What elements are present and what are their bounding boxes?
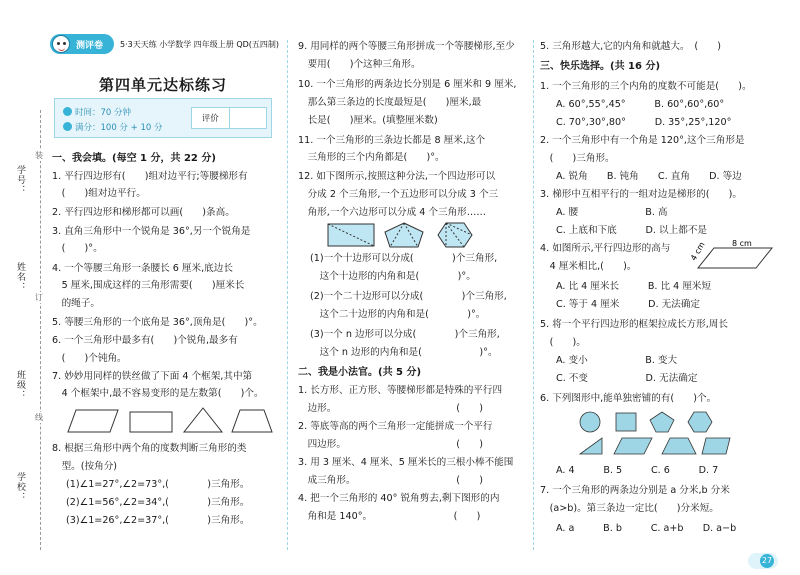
triangle-shape xyxy=(580,438,602,454)
question-line: 10. 一个三角形的两条边长分别是 6 厘米和 9 厘米, xyxy=(298,79,517,90)
parallelogram-figure xyxy=(688,239,776,272)
question-line: 11. 一个三角形的三条边长都是 8 厘米,这个 xyxy=(298,135,486,146)
triangle-frame xyxy=(184,408,222,432)
question-line: 的绳子。 xyxy=(52,298,100,309)
question-line: 型。(按角分) xyxy=(52,461,118,472)
question-line: (2)一个二十边形可以分成( )个三角形, xyxy=(310,291,507,302)
question-line: 7. 妙妙用同样的铁丝做了下面 4 个框架,其中第 xyxy=(52,371,253,382)
question-line: 5. 等腰三角形的一个底角是 36°,顶角是( )°。 xyxy=(52,317,263,328)
school-label: 学校： xyxy=(15,472,25,502)
clock-icon xyxy=(63,107,72,116)
question-line: 1. 长方形、正方形、等腰梯形都是特殊的平行四 xyxy=(298,385,503,396)
circle-shape xyxy=(580,412,600,432)
score-text: 满分：100 分 + 10 分 xyxy=(75,123,163,133)
question-line: A. 60°,55°,45° B. 60°,60°,60° xyxy=(556,99,725,110)
side-length-label: 4 cm xyxy=(688,240,707,263)
binding-margin xyxy=(0,0,46,575)
question-line: C. 上底和下底 D. 以上都不是 xyxy=(556,225,708,236)
question-line: 成三角形。 ( ) xyxy=(298,475,483,486)
score-info xyxy=(63,121,162,133)
question-line: 3. 直角三角形中一个锐角是 36°,另一个锐角是 xyxy=(52,226,251,237)
page-title: 第四单元达标练习 xyxy=(98,76,227,94)
question-line: 4. 把一个三角形的 40° 锐角剪去,剩下图形的内 xyxy=(298,493,500,504)
question-line: 四边形。 ( ) xyxy=(298,439,483,450)
question-line: 3. 梯形中互相平行的一组对边是梯形的( )。 xyxy=(540,189,742,200)
mascot-icon xyxy=(52,35,70,53)
question-line: A. 腰 B. 高 xyxy=(556,207,668,218)
student-id-label: 学号： xyxy=(15,165,25,195)
page-number: 27 xyxy=(760,554,774,568)
question-line: 7. 一个三角形的两条边分别是 a 分米,b 分米 xyxy=(540,485,730,496)
badge-label: 测评卷 xyxy=(76,40,104,51)
question-line: 1. 平行四边形有( )组对边平行;等腰梯形有 xyxy=(52,171,248,182)
class-label: 班级： xyxy=(15,370,25,400)
question-line: 6. 一个三角形中最多有( )个锐角,最多有 xyxy=(52,335,238,346)
page-header xyxy=(50,34,279,54)
question-line: A. 锐角 B. 钝角 C. 直角 D. 等边 xyxy=(556,171,742,182)
question-line: ( )三角形。 xyxy=(540,153,615,164)
hexagon-split xyxy=(438,223,472,247)
evaluation-box xyxy=(191,107,267,129)
question-line: 角形,一个六边形可以分成 4 个三角形…… xyxy=(298,207,486,218)
time-info xyxy=(63,106,131,118)
question-line: 三角形的三个内角都是( )°。 xyxy=(298,152,445,163)
binding-word: 装 xyxy=(35,151,43,160)
question-line: 9. 用同样的两个等腰三角形拼成一个等腰梯形,至少 xyxy=(298,41,515,52)
question-line: (2)∠1=56°,∠2=34°,( )三角形。 xyxy=(66,497,250,508)
question-line: 这个二十边形的内角和是( )°。 xyxy=(310,309,486,320)
trapezoid-frame xyxy=(232,410,272,432)
quadrilateral-split xyxy=(328,224,374,246)
question-line: 5. 三角形越大,它的内角和就越大。 ( ) xyxy=(540,41,722,52)
page-number-tab xyxy=(748,553,778,569)
question-line: 3. 用 3 厘米、4 厘米、5 厘米长的三根小棒不能围 xyxy=(298,457,514,468)
question-line: 4 厘米相比,( )。 xyxy=(540,261,637,272)
question-line: C. 不变 D. 无法确定 xyxy=(556,373,698,384)
question-line: (a>b)。第三条边一定比( )分米短。 xyxy=(540,503,719,514)
parallelogram-outline xyxy=(698,248,772,268)
question-line: (3)∠1=26°,∠2=37°,( )三角形。 xyxy=(66,515,250,526)
rectangle-frame xyxy=(130,412,172,432)
question-line: 8. 根据三角形中两个角的度数判断三角形的类 xyxy=(52,443,247,454)
top-length-label: 8 cm xyxy=(732,239,752,248)
hexagon-shape xyxy=(688,412,712,432)
section-1-heading: 一、我会填。(每空 1 分，共 22 分) xyxy=(52,153,216,164)
question-line: 12. 如下图所示,按照这种分法,一个四边形可以 xyxy=(298,171,496,182)
series-title: 5·3天天练 小学数学 四年级上册 QD(五四制) xyxy=(120,39,280,49)
question-line: ( )。 xyxy=(540,337,586,348)
question-line: (3)一个 n 边形可以分成( )个三角形, xyxy=(310,329,500,340)
polygon-division-figure xyxy=(326,222,486,248)
quadrilateral-shape xyxy=(702,438,730,454)
score-icon xyxy=(63,122,72,131)
question-line: 边形。 ( ) xyxy=(298,403,483,414)
question-line: 要用( )个这种三角形。 xyxy=(298,59,421,70)
evaluation-label: 评价 xyxy=(201,114,219,124)
question-line: A. a B. b C. a+b D. a−b xyxy=(556,523,737,534)
question-line: 4. 如图所示,平行四边形的高与 xyxy=(540,243,671,254)
question-line: 6. 下列图形中,能单独密铺的有( )个。 xyxy=(540,393,717,404)
question-line: A. 4 B. 5 C. 6 D. 7 xyxy=(556,465,719,476)
question-line: ( )组对边平行。 xyxy=(52,188,146,199)
question-line: 5 厘米,围成这样的三角形需要( )厘米长 xyxy=(52,280,245,291)
side-length-marker xyxy=(706,253,710,258)
question-line: (1)一个十边形可以分成( )个三角形, xyxy=(310,253,498,264)
question-line: 这个 n 边形的内角和是( )°。 xyxy=(310,347,498,358)
question-line: 这个十边形的内角和是( )°。 xyxy=(310,271,476,282)
square-shape xyxy=(616,413,636,431)
info-box xyxy=(54,98,272,138)
question-line: 5. 将一个平行四边形的框架拉成长方形,周长 xyxy=(540,319,728,330)
section-2-heading: 二、我是小法官。(共 5 分) xyxy=(298,367,422,378)
frame-shapes-figure xyxy=(60,408,280,434)
pentagon-shape xyxy=(650,412,674,432)
question-line: ( )个钝角。 xyxy=(52,353,127,364)
question-line: 2. 等底等高的两个三角形一定能拼成一个平行 xyxy=(298,421,493,432)
binding-dashed-line xyxy=(40,110,41,550)
question-line: 长是( )厘米。(填整厘米数) xyxy=(298,115,438,126)
binding-word: 线 xyxy=(35,413,43,422)
column-divider xyxy=(533,40,534,550)
section-3-heading: 三、快乐选择。(共 16 分) xyxy=(540,61,661,72)
name-label: 姓名： xyxy=(15,262,25,292)
question-line: 4 个框架中,最不容易变形的是左数第( )个。 xyxy=(52,388,264,399)
parallelogram-frame xyxy=(68,410,118,432)
question-line: (1)∠1=27°,∠2=73°,( )三角形。 xyxy=(66,479,250,490)
question-line: 分成 2 个三角形,一个五边形可以分成 3 个三 xyxy=(298,189,499,200)
binding-word: 订 xyxy=(35,293,43,302)
question-line: 4. 一个等腰三角形一条腰长 6 厘米,底边长 xyxy=(52,263,233,274)
evaluation-blank[interactable] xyxy=(229,108,267,128)
question-line: A. 比 4 厘米长 B. 比 4 厘米短 xyxy=(556,281,712,292)
question-line: 那么第三条边的长度最短是( )厘米,最 xyxy=(298,97,482,108)
question-line: 2. 一个三角形中有一个角是 120°,这个三角形是 xyxy=(540,135,745,146)
tessellation-shapes-figure xyxy=(578,410,738,456)
question-line: C. 等于 4 厘米 D. 无法确定 xyxy=(556,299,701,310)
question-line: 角和是 140°。 ( ) xyxy=(298,511,481,522)
question-line: 2. 平行四边形和梯形都可以画( )条高。 xyxy=(52,207,235,218)
question-line: 1. 一个三角形的三个内角的度数不可能是( )。 xyxy=(540,81,752,92)
test-badge xyxy=(50,34,114,54)
column-divider xyxy=(287,40,288,550)
time-text: 时间：70 分钟 xyxy=(75,108,132,118)
parallelogram-shape xyxy=(614,438,652,454)
question-line: ( )°。 xyxy=(52,243,103,254)
question-line: C. 70°,30°,80° D. 35°,25°,120° xyxy=(556,117,732,128)
question-line: A. 变小 B. 变大 xyxy=(556,355,678,366)
trapezoid-shape xyxy=(662,438,696,454)
pentagon-split xyxy=(385,223,423,247)
